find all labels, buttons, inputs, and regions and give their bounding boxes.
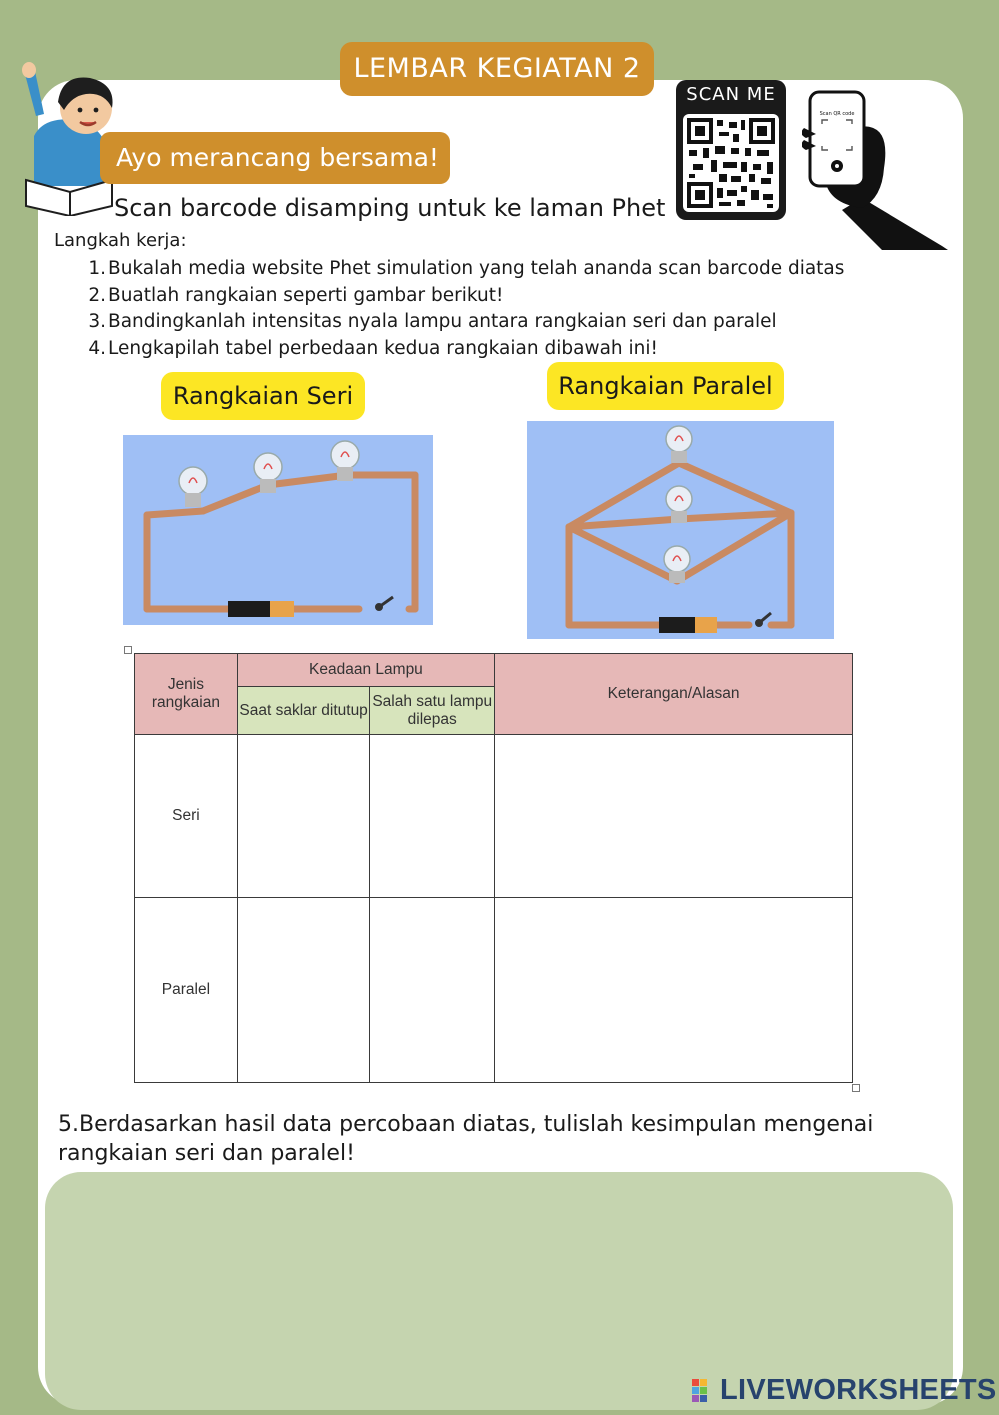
list-item: 3. Bandingkanlah intensitas nyala lampu antara rangkaian seri dan paralel xyxy=(88,311,777,332)
header-keterangan: Keterangan/Alasan xyxy=(495,654,853,735)
section-subtitle: Ayo merancang bersama! xyxy=(100,132,450,184)
table-row xyxy=(135,898,853,1083)
bulb-icon xyxy=(666,426,692,463)
liveworksheets-brand: LIVEWORKSHEETS xyxy=(720,1374,997,1406)
steps-list xyxy=(86,256,844,362)
parallel-circuit-label: Rangkaian Paralel xyxy=(547,362,784,410)
series-circuit-label: Rangkaian Seri xyxy=(161,372,365,420)
battery-icon xyxy=(659,617,717,633)
row-label-seri: Seri xyxy=(135,735,238,898)
header-keadaan: Keadaan Lampu xyxy=(237,654,494,687)
battery-icon xyxy=(228,601,294,617)
table-move-handle[interactable] xyxy=(124,646,132,654)
header-jenis: Jenis rangkaian xyxy=(135,654,238,735)
answer-cell[interactable] xyxy=(495,898,853,1083)
header-salah-satu: Salah satu lampu dilepas xyxy=(370,687,495,735)
liveworksheets-logo-icon xyxy=(692,1379,716,1403)
series-circuit-image xyxy=(123,435,433,625)
steps-heading: Langkah kerja: xyxy=(54,230,187,251)
row-label-paralel: Paralel xyxy=(135,898,238,1083)
list-item: 1. Bukalah media website Phet simulation yang telah ananda scan barcode diatas xyxy=(88,258,845,279)
question-5: 5.Berdasarkan hasil data percobaan diatas, tulislah kesimpulan mengenai rangkaian seri dan paralel! xyxy=(58,1112,874,1166)
answer-cell[interactable] xyxy=(237,735,370,898)
answer-cell[interactable] xyxy=(370,735,495,898)
phone-screen-label: Scan QR code xyxy=(819,111,855,117)
table-row xyxy=(135,735,853,898)
answer-cell[interactable] xyxy=(495,735,853,898)
list-item: 4. Lengkapilah tabel perbedaan kedua rangkaian dibawah ini! xyxy=(88,337,658,359)
answer-cell[interactable] xyxy=(237,898,370,1083)
list-item: 2. Buatlah rangkaian seperti gambar berikut! xyxy=(88,284,504,306)
table-resize-handle[interactable] xyxy=(852,1084,860,1092)
qr-code-card[interactable] xyxy=(676,80,786,220)
switch-icon xyxy=(375,597,393,611)
scan-me-label: SCAN ME xyxy=(686,84,776,105)
phone-scan-icon xyxy=(802,88,948,250)
worksheet-title: LEMBAR KEGIATAN 2 xyxy=(340,42,654,96)
scan-instruction: Scan barcode disamping untuk ke laman Phet xyxy=(114,194,666,222)
header-saklar: Saat saklar ditutup xyxy=(237,687,370,735)
qr-code-icon xyxy=(683,114,779,212)
answer-cell[interactable] xyxy=(370,898,495,1083)
parallel-circuit-image xyxy=(527,421,834,639)
bulb-icon xyxy=(179,467,207,507)
comparison-table xyxy=(134,653,853,1083)
qr-code xyxy=(683,114,779,212)
